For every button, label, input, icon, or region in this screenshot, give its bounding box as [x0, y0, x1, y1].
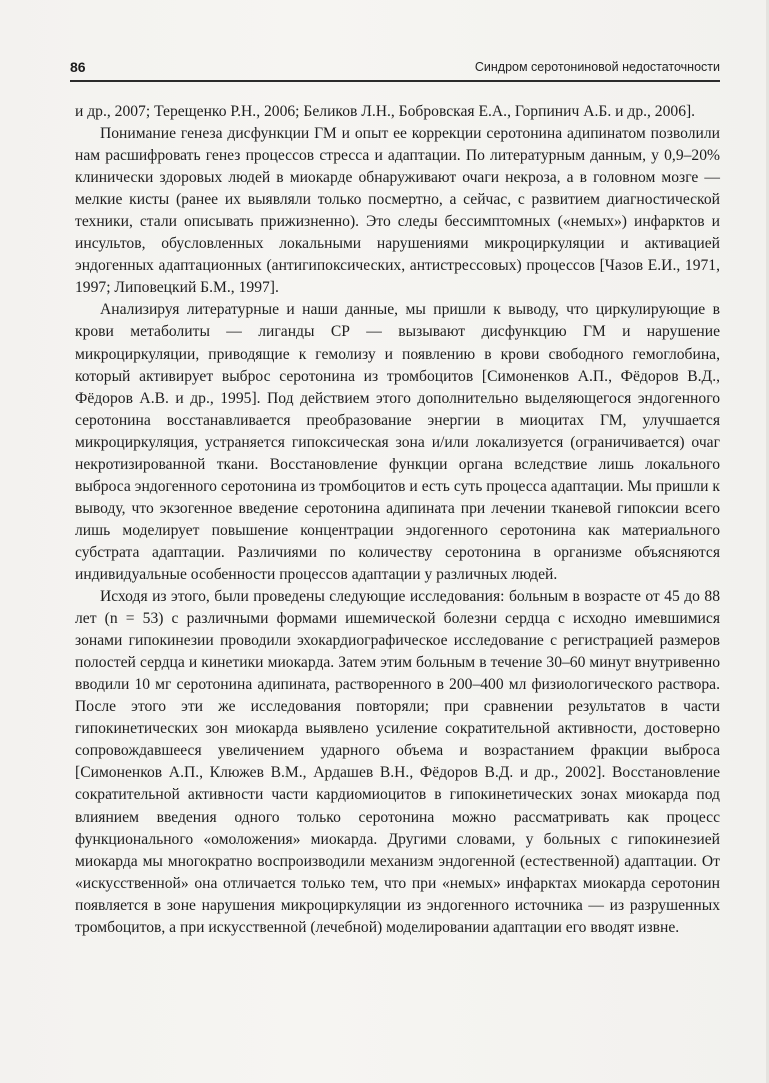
- header-rule: [70, 80, 720, 82]
- paragraph-continuation: и др., 2007; Терещенко Р.Н., 2006; Беликов Л.Н., Бобровская Е.А., Горпинич А.Б. и др., 2006].: [75, 103, 696, 120]
- page-number: 86: [70, 59, 86, 75]
- body-text: [75, 101, 720, 939]
- paragraph-genesis: Понимание генеза дисфункции ГМ и опыт ее коррекции серотонина адипинатом позволили нам расшифровать генез процессов стресса и адаптации. По литературным данным, у 0,9–20% клинически здоровых людей в миокарде обнаруживают очаги некроза, а в головном мозге — мелкие кисты (ранее их выявляли только посмертно, а сейчас, с развитием диагностической техники, стали описывать прижизненно). Это следы бессимптомных («немых») инфарктов и инсультов, обусловленных локальными нарушениями микроциркуляции и активацией эндогенных адаптационных (антигипоксических, антистрессовых) процессов [Чазов Е.И., 1971, 1997; Липовецкий Б.М., 1997].: [75, 125, 720, 297]
- running-title: Синдром серотониновой недостаточности: [474, 60, 720, 74]
- paragraph-analysis: Анализируя литературные и наши данные, мы пришли к выводу, что циркулирующие в крови метаболиты — лиганды СР — вызывают дисфункцию ГМ и нарушение микроциркуляции, приводящие к гемолизу и появлению в крови свободного гемоглобина, который активирует выброс серотонина из тромбоцитов [Симоненков А.П., Фёдоров В.Д., Фёдоров А.В. и др., 1995]. Под действием этого дополнительно выделяющегося эндогенного серотонина восстанавливается преобразование энергии в миоцитах ГМ, улучшается микроциркуляция, устраняется гипоксическая зона и/или локализуется (ограничивается) очаг некротизированной ткани. Восстановление функции органа вследствие лишь локального выброса эндогенного серотонина из тромбоцитов и есть суть процесса адаптации. Мы пришли к выводу, что экзогенное введение серотонина адипината при лечении тканевой гипоксии всего лишь моделирует повышение концентрации эндогенного серотонина как материального субстрата адаптации. Различиями по количеству серотонина в организме объясняются индивидуальные особенности процессов адаптации у различных людей.: [75, 301, 720, 583]
- paragraph-study: Исходя из этого, были проведены следующие исследования: больным в возрасте от 45 до 88 лет (n = 53) с различными формами ишемической болезни сердца с исходно имевшимися зонами гипокинезии проводили эхокардиографическое исследование с регистрацией размеров полостей сердца и кинетики миокарда. Затем этим больным в течение 30–60 минут внутривенно вводили 10 мг серотонина адипината, растворенного в 200–400 мл физиологического раствора. После этого эти же исследования повторяли; при сравнении результатов в части гипокинетических зон миокарда выявлено усиление сократительной активности, достоверно сопровождавшееся увеличением ударного объема и возрастанием фракции выброса [Симоненков А.П., Клюжев В.М., Ардашев В.Н., Фёдоров В.Д. и др., 2002]. Восстановление сократительной активности части кардиомиоцитов в гипокинетических зонах миокарда под влиянием введения одного только серотонина можно рассматривать как процесс функционального «омоложения» миокарда. Другими словами, у больных с гипокинезией миокарда мы многократно воспроизводили механизм эндогенной (естественной) адаптации. От «искусственной» она отличается только тем, что при «немых» инфарктах миокарда серотонин появляется в зоне нарушения микроциркуляции из эндогенного источника — из разрушенных тромбоцитов, а при искусственной (лечебной) моделировании адаптации его вводят извне.: [75, 588, 720, 936]
- page-header: [70, 55, 720, 81]
